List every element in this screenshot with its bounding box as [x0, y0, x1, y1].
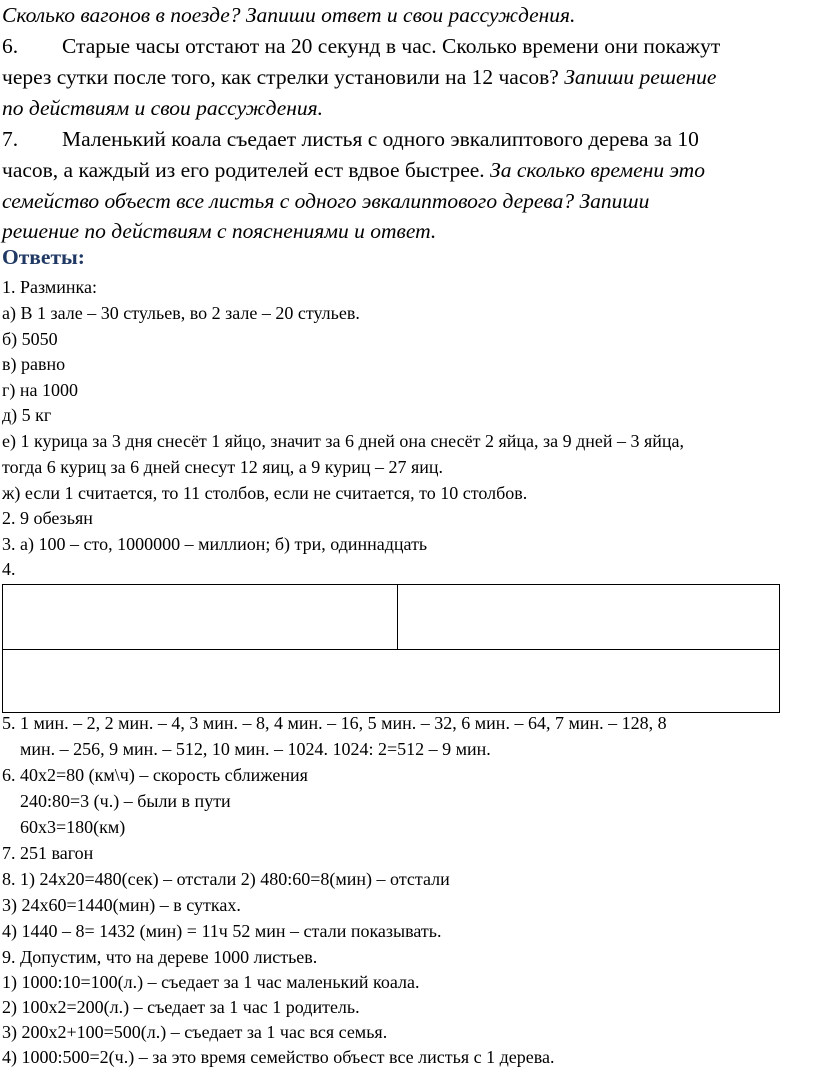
task-7-line-1: [2, 124, 699, 155]
answer-line: 2. 9 обезьян: [2, 508, 93, 528]
task-5-tail: Сколько вагонов в поезде? Запиши ответ и свои рассуждения.: [2, 3, 576, 27]
answer-line: а) В 1 зале – 30 стульев, во 2 зале – 20 стульев.: [2, 303, 360, 323]
answer-line: тогда 6 куриц за 6 дней снесут 12 яиц, а 9 куриц – 27 яиц.: [2, 457, 444, 477]
task-7-text-1: Маленький коала съедает листья с одного эвкалиптового дерева за 10: [62, 127, 699, 151]
answer-line: 7. 251 вагон: [2, 843, 94, 863]
answer-line: 4) 1440 – 8= 1432 (мин) = 11ч 52 мин – стали показывать.: [2, 921, 442, 941]
answer-line: мин. – 256, 9 мин. – 512, 10 мин. – 1024. 1024: 2=512 – 9 мин.: [20, 739, 491, 759]
task-6-number: 6.: [2, 34, 19, 58]
task-7-question-3: решение по действиям с пояснениями и ответ.: [2, 219, 437, 243]
answer-line: е) 1 курица за 3 дня снесёт 1 яйцо, значит за 6 дней она снесёт 2 яйца, за 9 дней – 3 яйца,: [2, 431, 685, 451]
answer-line: ж) если 1 считается, то 11 столбов, если не считается, то 10 столбов.: [2, 483, 528, 503]
table-cell: [3, 585, 398, 650]
task-6-text-2: через сутки после того, как стрелки установили на 12 часов?: [2, 65, 565, 89]
task-7-number: 7.: [2, 127, 19, 151]
answer-line: 60х3=180(км): [20, 817, 126, 837]
task-7-text-2: часов, а каждый из его родителей ест вдвое быстрее.: [2, 158, 491, 182]
answer-line: 3. а) 100 – сто, 1000000 – миллион; б) три, одиннадцать: [2, 534, 428, 554]
answer-4-table: [2, 584, 780, 713]
answer-line: в) равно: [2, 354, 66, 374]
answer-line: г) на 1000: [2, 380, 78, 400]
answer-line: 2) 100х2=200(л.) – съедает за 1 час 1 родитель.: [2, 997, 360, 1017]
answer-line: д) 5 кг: [2, 405, 52, 425]
task-6-line-2: [2, 62, 716, 93]
answer-line: 1. Разминка:: [2, 277, 97, 297]
answer-line: 3) 200х2+100=500(л.) – съедает за 1 час вся семья.: [2, 1022, 388, 1042]
answer-line: 8. 1) 24х20=480(сек) – отстали 2) 480:60=8(мин) – отстали: [2, 869, 450, 889]
answer-line: 6. 40х2=80 (км\ч) – скорость сближения: [2, 765, 308, 785]
answer-line: 4) 1000:500=2(ч.) – за это время семейство объест все листья с 1 дерева.: [2, 1047, 555, 1067]
task-6-text-1: Старые часы отстают на 20 секунд в час. Сколько времени они покажут: [62, 34, 721, 58]
table-cell: [3, 650, 780, 713]
answer-line: 1) 1000:10=100(л.) – съедает за 1 час маленький коала.: [2, 972, 420, 992]
answers-heading: Ответы:: [2, 245, 85, 269]
answer-line: б) 5050: [2, 329, 58, 349]
answer-line: 5. 1 мин. – 2, 2 мин. – 4, 3 мин. – 8, 4 мин. – 16, 5 мин. – 32, 6 мин. – 64, 7 мин. – 128, 8: [2, 713, 667, 733]
task-7-question-2: семейство объест все листья с одного эвкалиптового дерева? Запиши: [2, 189, 650, 213]
answer-line: 9. Допустим, что на дереве 1000 листьев.: [2, 947, 318, 967]
task-7-line-2: [2, 155, 705, 186]
answer-line: 4.: [2, 559, 16, 579]
task-6-instruction-1: Запиши решение: [564, 65, 717, 89]
answer-line: 3) 24х60=1440(мин) – в сутках.: [2, 895, 241, 915]
table-cell: [398, 585, 780, 650]
task-7-question-1: За сколько времени это: [490, 158, 705, 182]
task-6-instruction-2: по действиям и свои рассуждения.: [2, 96, 324, 120]
answer-line: 240:80=3 (ч.) – были в пути: [20, 791, 231, 811]
task-6-line-1: [2, 31, 720, 62]
